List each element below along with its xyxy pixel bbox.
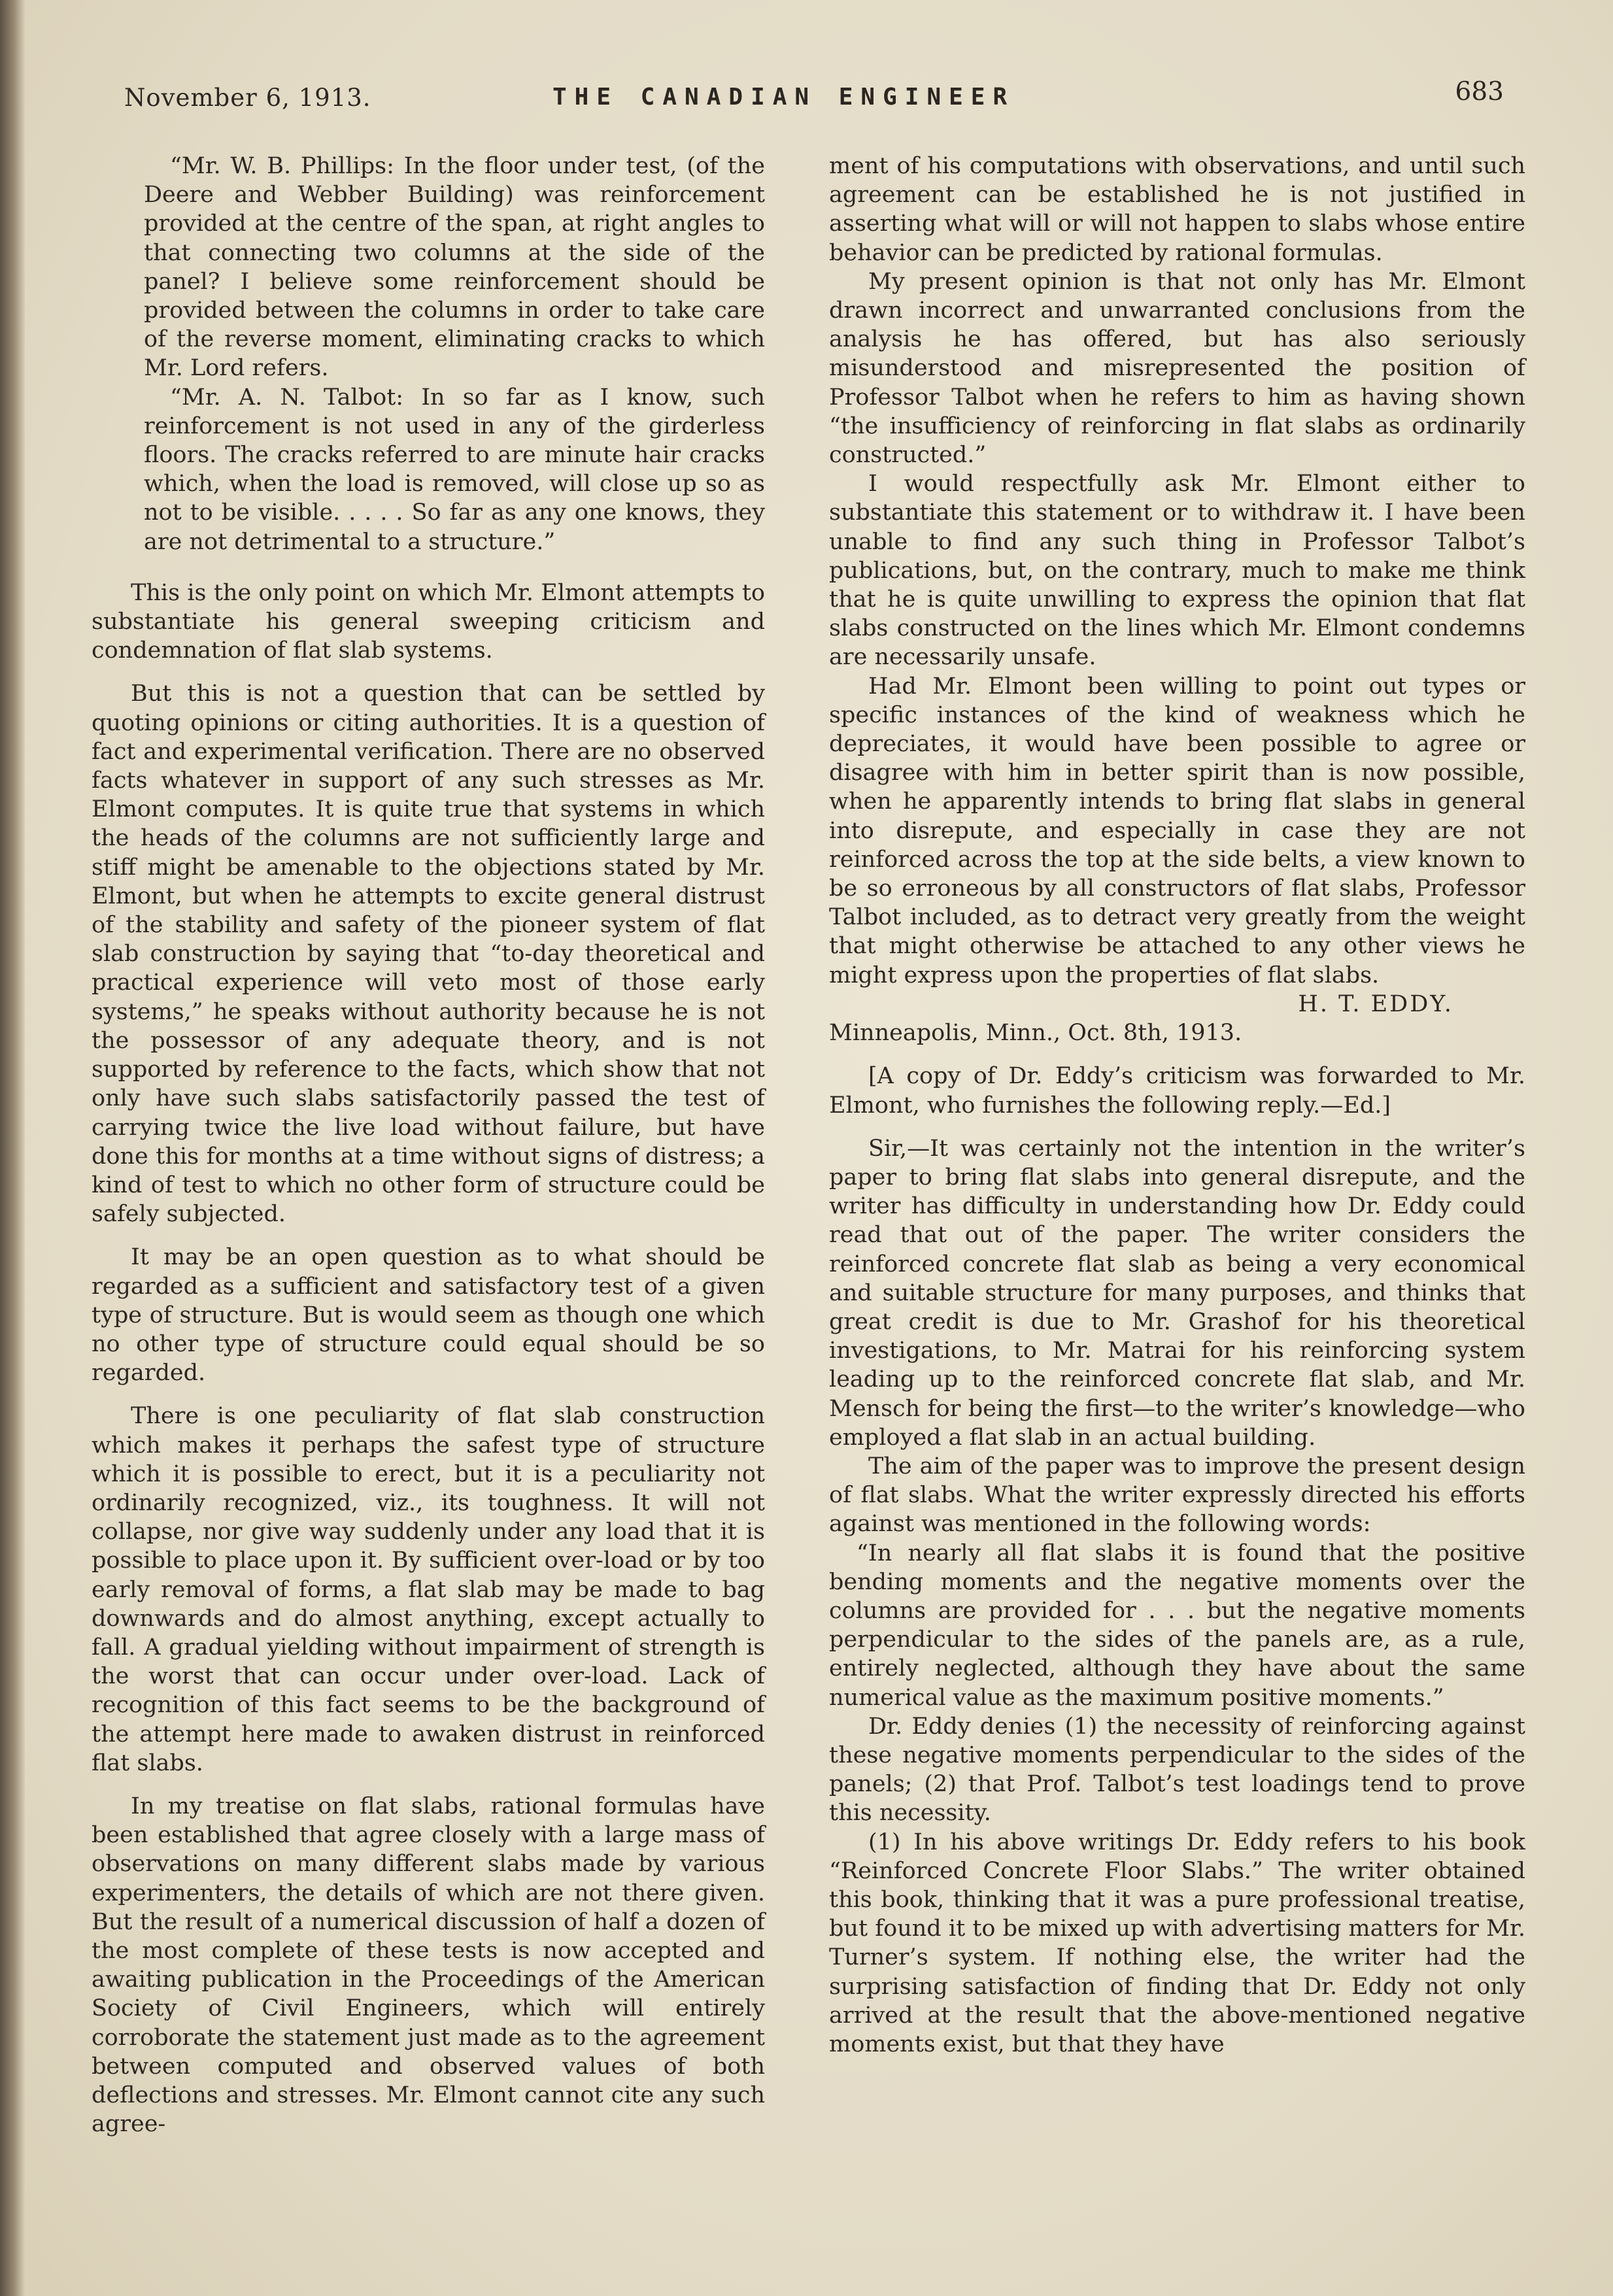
journal-title: THE CANADIAN ENGINEER bbox=[552, 84, 1015, 110]
paragraph: ment of his computations with observations, and until such agreement can be established he is not justified in asserting what will or will not happen to slabs whose entire behavior can be predicted by rational formulas. bbox=[829, 153, 1525, 266]
paragraph: (1) In his above writings Dr. Eddy refers to his book “Reinforced Concrete Floor Slabs.” The writer obtained this book, thinking that it was a pure professional treatise, but found it to be mixed up with advertising matters for Mr. Turner’s system. If nothing else, the writer had the surprising satisfaction of finding that Dr. Eddy not only arrived at the result that the above-mentioned negative moments exist, but that they have bbox=[829, 1829, 1525, 2057]
paragraph: There is one peculiarity of flat slab construction which makes it perhaps the safest type of structure which it is possible to erect, but it is a peculiarity not ordinarily recognized, viz., its toughness. It will not collapse, nor give way suddenly under any load that it is possible to place upon it. By sufficient over-load or by too early removal of forms, a flat slab may be made to bag downwards and do almost anything, except actually to fall. A gradual yielding without impairment of strength is the worst that can occur under over-load. Lack of recognition of this fact seems to be the background of the attempt here made to awaken distrust in reinforced flat slabs. bbox=[92, 1403, 765, 1776]
quote-phillips: “Mr. W. B. Phillips: In the floor under test, (of the Deere and Webber Building) was reinforcement provided at the centre of the span, at right angles to that connecting two columns at the side of the panel? I believe some reinforcement should be provided between the columns in order to take care of the reverse moment, eliminating cracks to which Mr. Lord refers. bbox=[144, 153, 765, 382]
right-column bbox=[829, 152, 1525, 2059]
left-column bbox=[92, 152, 765, 2138]
quoted-discussion bbox=[92, 152, 765, 556]
editor-note: [A copy of Dr. Eddy’s criticism was forwarded to Mr. Elmont, who furnishes the following reply.—Ed.] bbox=[829, 1063, 1525, 1119]
dateline: Minneapolis, Minn., Oct. 8th, 1913. bbox=[829, 1020, 1242, 1047]
paragraph: Had Mr. Elmont been willing to point out types or specific instances of the kind of weakness which he depreciates, it would have been possible to agree or disagree with him in better spirit than is now possible, when he apparently intends to bring flat slabs in general into disrepute, and especially in case they are not reinforced across the top at the side belts, a view known to be so erroneous by all constructors of flat slabs, Professor Talbot included, as to detract very greatly from the weight that might otherwise be attached to any other views he might express upon the properties of flat slabs. bbox=[829, 673, 1525, 988]
quote-talbot: “Mr. A. N. Talbot: In so far as I know, such reinforcement is not used in any of the girderless floors. The cracks referred to are minute hair cracks which, when the load is removed, will close up so as not to be visible. . . . . So far as any one knows, they are not detrimental to a structure.” bbox=[144, 384, 765, 555]
paragraph: It may be an open question as to what should be regarded as a sufficient and satisfactory test of a given type of structure. But is would seem as though one which no other type of structure could equal should be so regarded. bbox=[92, 1244, 765, 1387]
paragraph: I would respectfully ask Mr. Elmont either to substantiate this statement or to withdraw it. I have been unable to find any such thing in Professor Talbot’s publications, but, on the contrary, much to make me think that he is quite unwilling to express the opinion that flat slabs constructed on the lines which Mr. Elmont condemns are necessarily unsafe. bbox=[829, 471, 1525, 671]
signature: H. T. EDDY. bbox=[1298, 990, 1453, 1017]
binding-shadow bbox=[0, 0, 25, 2296]
issue-date: November 6, 1913. bbox=[124, 84, 371, 112]
paragraph: But this is not a question that can be settled by quoting opinions or citing authorities. It is a question of fact and experimental verification. There are no observed facts whatever in support of any such stresses as Mr. Elmont computes. It is quite true that systems in which the heads of the columns are not sufficiently large and stiff might be amenable to the objections stated by Mr. Elmont, but when he attempts to excite general distrust of the stability and safety of the pioneer system of flat slab construction by saying that “to-day theoretical and practical experience will veto most of those early systems,” he speaks without authority because he is not the possessor of any adequate theory, and is not supported by reference to the facts, which show that not only have such slabs satisfactorily passed the test of carrying twice the live load without failure, but have done this for months at a time without signs of distress; a kind of test to which no other form of structure could be safely subjected. bbox=[92, 681, 765, 1228]
paragraph: The aim of the paper was to improve the present design of flat slabs. What the writer expressly directed his efforts against was mentioned in the following words: bbox=[829, 1453, 1525, 1538]
paragraph: Dr. Eddy denies (1) the necessity of reinforcing against these negative moments perpendicular to the sides of the panels; (2) that Prof. Talbot’s test loadings tend to prove this necessity. bbox=[829, 1713, 1525, 1827]
paragraph: My present opinion is that not only has Mr. Elmont drawn incorrect and unwarranted conclusions from the analysis he has offered, but has also seriously misunderstood and misrepresented the position of Professor Talbot when he refers to him as having shown “the insufficiency of reinforcing in flat slabs as ordinarily constructed.” bbox=[829, 268, 1525, 469]
paragraph: Sir,—It was certainly not the intention in the writer’s paper to bring flat slabs into general disrepute, and the writer has difficulty in understanding how Dr. Eddy could read that out of the paper. The writer considers the reinforced concrete flat slab as being a very economical and suitable structure for many purposes, and thinks that great credit is due to Mr. Grashof for his theoretical investigations, to Mr. Matrai for his reinforcing system leading up to the reinforced concrete flat slab, and Mr. Mensch for being the first—to the writer’s knowledge—who employed a flat slab in an actual building. bbox=[829, 1135, 1525, 1451]
page-header bbox=[124, 77, 1504, 129]
paragraph: In my treatise on flat slabs, rational formulas have been established that agree closely with a large mass of observations on many different slabs made by various experimenters, the details of which are not there given. But the result of a numerical discussion of half a dozen of the most complete of these tests is now accepted and awaiting publication in the Proceedings of the American Society of Civil Engineers, which will entirely corroborate the statement just made as to the agreement between computed and observed values of both deflections and stresses. Mr. Elmont cannot cite any such agree- bbox=[92, 1793, 765, 2138]
paragraph: This is the only point on which Mr. Elmont attempts to substantiate his general sweeping criticism and condemnation of flat slab systems. bbox=[92, 579, 765, 664]
block-quote: “In nearly all flat slabs it is found that the positive bending moments and the negative moments over the columns are provided for . . . but the negative moments perpendicular to the sides of the panels are, as a rule, entirely neglected, although they have about the same numerical value as the maximum positive moments.” bbox=[829, 1540, 1525, 1711]
page-number: 683 bbox=[1455, 77, 1504, 107]
